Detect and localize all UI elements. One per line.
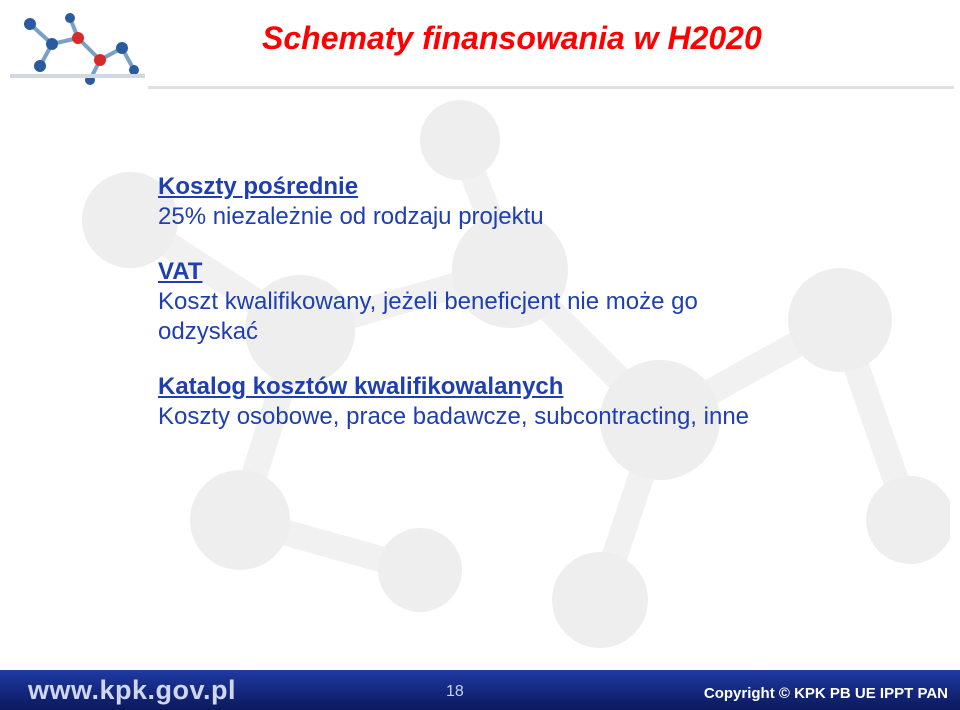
footer-bar <box>0 670 960 710</box>
section-heading: VAT <box>158 258 203 285</box>
section-text: Koszt kwalifikowany, jeżeli beneficjent nie może go odzyskać <box>158 288 698 345</box>
section-heading: Katalog kosztów kwalifikowalanych <box>158 373 564 400</box>
section-text: Koszty osobowe, prace badawcze, subcontracting, inne <box>158 403 750 430</box>
footer-url: www.kpk.gov.pl <box>28 675 237 705</box>
section-text: 25% niezależnie od rodzaju projektu <box>158 203 544 230</box>
section-heading: Koszty pośrednie <box>158 173 359 200</box>
page-title: Schematy finansowania w H2020 <box>262 20 762 56</box>
slide-content <box>158 172 798 457</box>
indirect-costs-section <box>158 172 798 232</box>
copyright-text: Copyright © KPK PB UE IPPT PAN <box>703 685 948 702</box>
page-number: 18 <box>446 683 464 700</box>
eligible-costs-catalog-section <box>158 372 798 432</box>
molecule-network-logo <box>10 8 145 90</box>
vat-section <box>158 257 798 347</box>
header-divider <box>148 86 954 89</box>
